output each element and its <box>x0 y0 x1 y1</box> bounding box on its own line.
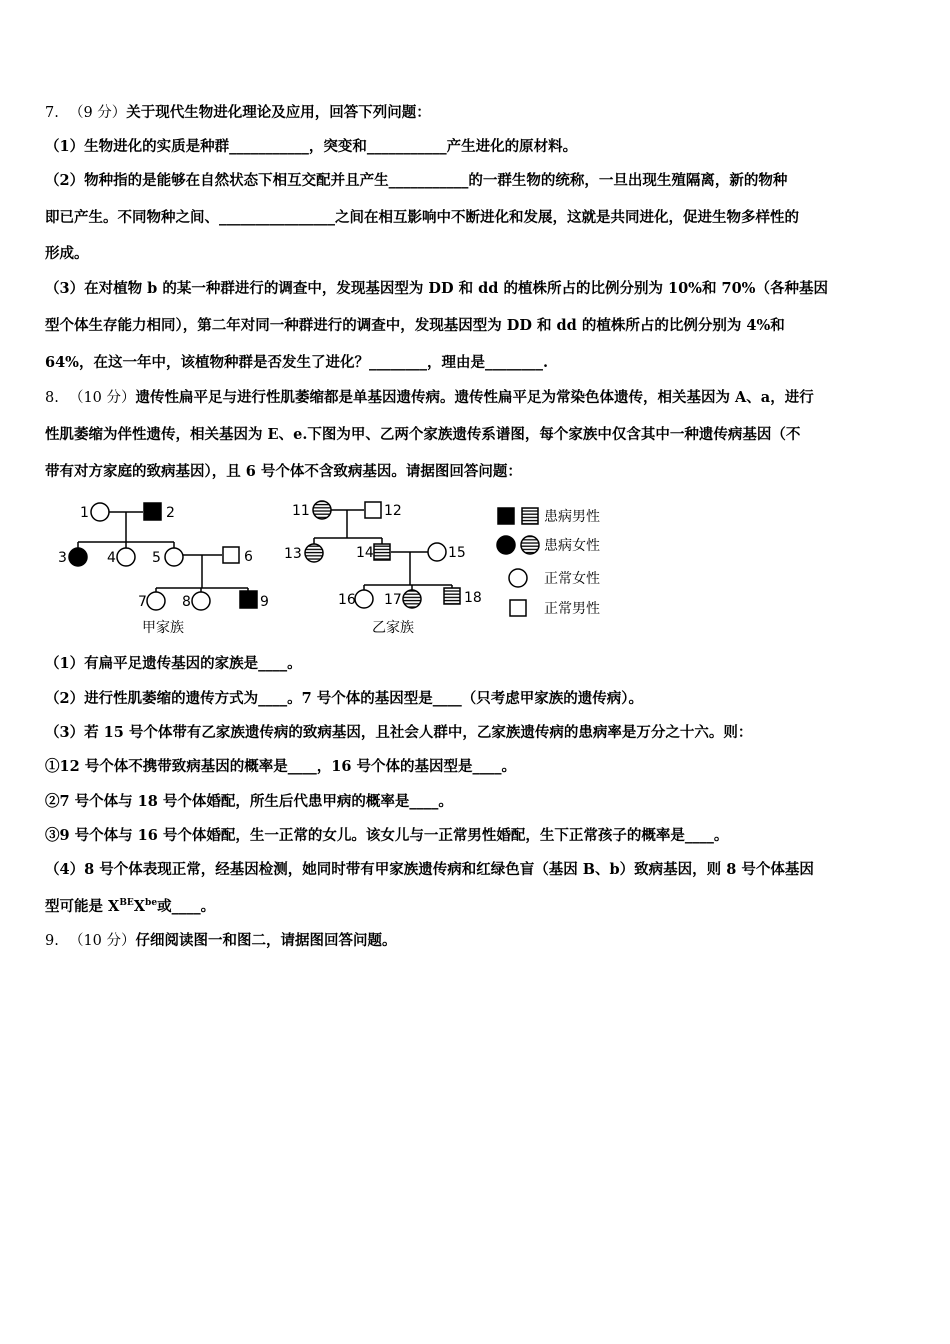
legend-affected-male-solid <box>498 508 514 524</box>
individual-2 <box>144 503 161 520</box>
individual-5 <box>165 548 183 566</box>
individual-11 <box>313 501 331 519</box>
individual-6 <box>223 547 239 563</box>
q8-part3: （3）若 15 号个体带有乙家族遗传病的致病基因，且社会人群中，乙家族遗传病的患病率是万分之十六。则： <box>45 724 753 741</box>
legend-label-affected-male: 患病男性 <box>544 509 600 525</box>
legend-label-normal-male: 正常男性 <box>544 601 600 617</box>
label-11: 11 <box>292 503 310 519</box>
family1-label: 甲家族 <box>142 620 184 636</box>
label-13: 13 <box>284 546 302 562</box>
label-16: 16 <box>338 592 356 608</box>
q8-part4: （4）8 号个体表现正常，经基因检测，她同时带有甲家族遗传病和红绿色盲（基因 B、b）致病基因，则 8 号个体基因 <box>45 861 814 878</box>
label-5: 5 <box>152 550 161 566</box>
q7-part1: （1）生物进化的实质是种群___________，突变和___________产生进化的原材料。 <box>45 138 578 155</box>
label-4: 4 <box>107 550 116 566</box>
individual-16 <box>355 590 373 608</box>
legend-label-affected-female: 患病女性 <box>544 538 600 554</box>
pedigree-figure <box>52 494 622 640</box>
family2-label: 乙家族 <box>372 620 414 636</box>
legend-normal-female <box>509 569 527 587</box>
label-15: 15 <box>448 545 466 561</box>
label-8: 8 <box>182 594 191 610</box>
q8-part3-3: ③9 号个体与 16 号个体婚配，生一正常的女儿。该女儿与一正常男性婚配，生下正常孩子的概率是____。 <box>45 827 729 844</box>
individual-12 <box>365 502 381 518</box>
q8-part3-2: ②7 号个体与 18 号个体婚配，所生后代患甲病的概率是____。 <box>45 793 453 810</box>
q8-part4-genotype: 型可能是 $X^{BE}X^{be}$或____。 <box>45 898 216 915</box>
individual-15 <box>428 543 446 561</box>
label-18: 18 <box>464 590 482 606</box>
q7-part3-end: 64%，在这一年中，该植物种群是否发生了进化？________，理由是________. <box>45 354 549 371</box>
legend-affected-female-solid <box>497 536 515 554</box>
label-17: 17 <box>384 592 402 608</box>
q7-part2-cont: 即已产生。不同物种之间、________________之间在相互影响中不断进化和发展，这就是共同进化，促进生物多样性的 <box>45 209 799 226</box>
q7-part2: （2）物种指的是能够在自然状态下相互交配并且产生___________的一群生物的统称，一旦出现生殖隔离，新的物种 <box>45 172 788 189</box>
label-6: 6 <box>244 549 253 565</box>
label-7: 7 <box>138 594 147 610</box>
q7-part3-cont: 型个体生存能力相同），第二年对同一种群进行的调查中，发现基因型为 DD 和 dd 的植株所占的比例分别为 4%和 <box>45 317 785 334</box>
individual-8 <box>192 592 210 610</box>
label-1: 1 <box>80 505 89 521</box>
individual-13 <box>305 544 323 562</box>
legend-affected-male-striped <box>522 508 538 524</box>
q8-text-3: 带有对方家庭的致病基因），且 6 号个体不含致病基因。请据图回答问题： <box>45 463 522 480</box>
individual-18 <box>444 588 460 604</box>
question-8-title: 8. （10 分）遗传性扁平足与进行性肌萎缩都是单基因遗传病。遗传性扁平足为常染色体遗传，相关基因为 A、a，进行 <box>45 389 814 406</box>
q8-part3-1: ①12 号个体不携带致病基因的概率是____，16 号个体的基因型是____。 <box>45 758 516 775</box>
individual-1 <box>91 503 109 521</box>
q8-part2: （2）进行性肌萎缩的遗传方式为____。7 号个体的基因型是____（只考虑甲家族的遗传病）。 <box>45 690 643 707</box>
label-9: 9 <box>260 594 269 610</box>
q7-part3: （3）在对植物 b 的某一种群进行的调查中，发现基因型为 DD 和 dd 的植株所占的比例分别为 10%和 70%（各种基因 <box>45 280 828 297</box>
individual-9 <box>240 591 257 608</box>
q8-part1: （1）有扁平足遗传基因的家族是____。 <box>45 655 302 672</box>
individual-3 <box>69 548 87 566</box>
label-2: 2 <box>166 505 175 521</box>
question-7-title: 7. （9 分）关于现代生物进化理论及应用，回答下列问题： <box>45 104 431 121</box>
individual-4 <box>117 548 135 566</box>
legend-normal-male <box>510 600 526 616</box>
label-3: 3 <box>58 550 67 566</box>
q7-part2-end: 形成。 <box>45 245 89 262</box>
label-12: 12 <box>384 503 402 519</box>
label-14: 14 <box>356 545 374 561</box>
q8-text-2: 性肌萎缩为伴性遗传，相关基因为 E、e.下图为甲、乙两个家族遗传系谱图，每个家族中仅含其中一种遗传病基因（不 <box>45 426 801 443</box>
legend-label-normal-female: 正常女性 <box>544 571 600 587</box>
legend-affected-female-striped <box>521 536 539 554</box>
individual-7 <box>147 592 165 610</box>
question-9-title: 9. （10 分）仔细阅读图一和图二，请据图回答问题。 <box>45 932 397 949</box>
individual-14 <box>374 544 390 560</box>
individual-17 <box>403 590 421 608</box>
